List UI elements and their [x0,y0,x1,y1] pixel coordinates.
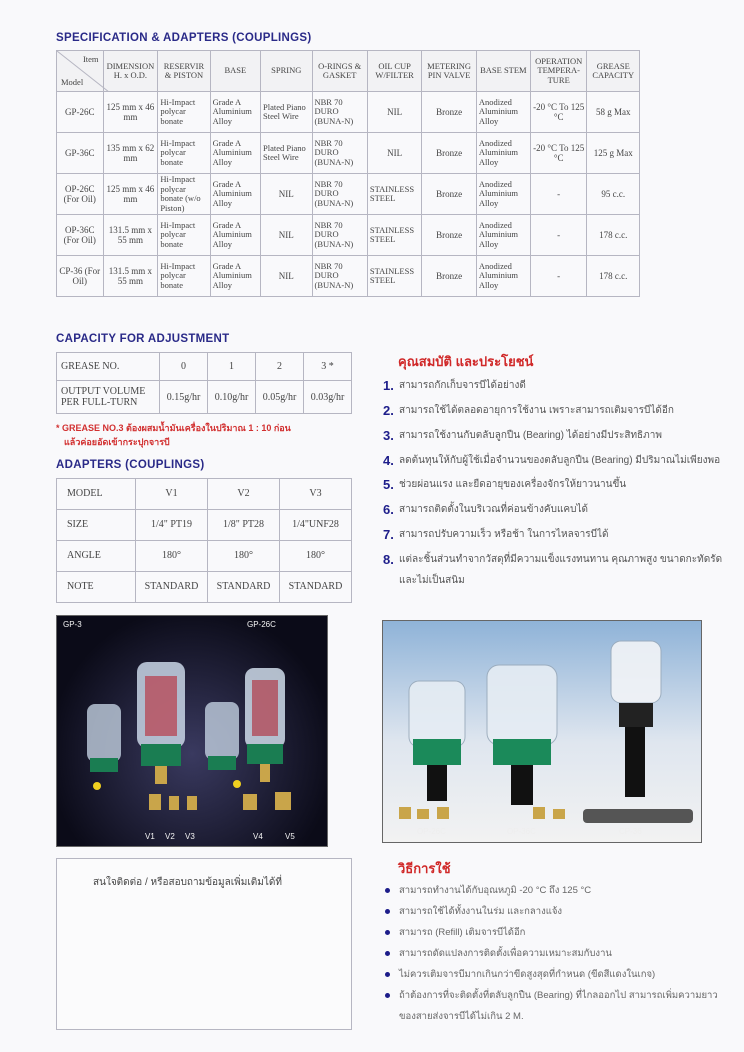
grease-note [56,421,291,449]
lubricator-small-mid [205,702,239,770]
capacity-table [56,352,352,414]
grease-no-cell: 0 [160,353,208,381]
contact-box [56,858,352,1030]
oilcup-cell: STAINLESS STEEL [367,174,421,215]
contact-text: สนใจติดต่อ / หรือสอบถามข้อมูลเพิ่มเติมได้ที่ [93,877,282,888]
adapters-cell: 180° [136,541,208,572]
pin-valve-cell: Bronze [422,92,476,133]
property-item: 8. แต่ละชิ้นส่วนทำจากวัสดุที่มีความแข็งแรงทนทาน คุณภาพสูง ขนาดกะทัดรัด และไม่เป็นสนิม [383,552,723,586]
adapters-cell: STANDARD [280,572,352,603]
photo-label: V1 [145,832,155,841]
adapters-cell: 1/8" PT28 [208,510,280,541]
spec-row [57,92,640,133]
base-stem-cell: Anodized Aluminium Alloy [476,133,530,174]
orings-cell: NBR 70 DURO (BUNA-N) [312,256,367,297]
adapters-table [56,478,352,603]
adapters-header: MODEL [57,479,136,510]
usage-item: ไม่ควรเติมจารบีมากเกินกว่าขีดสูงสุดที่กำหนด (ขีดสีแดงในเกจ) [383,964,723,985]
oilcup-cell: NIL [367,133,421,174]
photo-label: OP-36C [507,827,536,836]
temperature-cell: - [530,174,587,215]
base-cell: Grade A Aluminium Alloy [210,133,260,174]
base-stem-cell: Anodized Aluminium Alloy [476,256,530,297]
reservoir-cell: Hi-Impact polycar bonate [158,133,210,174]
capacity-section-title: CAPACITY FOR ADJUSTMENT [56,333,230,345]
adapters-row-label: SIZE [57,510,136,541]
spring-cell: Plated Piano Steel Wire [261,133,312,174]
capacity-cell: 95 c.c. [587,174,640,215]
spring-cell: Plated Piano Steel Wire [261,92,312,133]
spec-header: RESERVIR & PISTON [158,51,210,92]
orings-cell: NBR 70 DURO (BUNA-N) [312,133,367,174]
spec-header: BASE [210,51,260,92]
photo-label: OP-26C [417,827,446,836]
lubricator-gp26c [245,668,285,782]
dimension-cell: 125 mm x 46 mm [103,174,158,215]
adapters-cell: 1/4" PT19 [136,510,208,541]
capacity-cell: 125 g Max [587,133,640,174]
base-cell: Grade A Aluminium Alloy [210,215,260,256]
grease-no-cell: 2 [256,353,304,381]
property-item: 2. สามารถใช้ได้ตลอดอายุการใช้งาน เพราะสามารถเติมจารบีได้อีก [383,403,674,418]
adapters-cell: STANDARD [208,572,280,603]
adapters-header: V2 [208,479,280,510]
spring-cell: NIL [261,174,312,215]
orings-cell: NBR 70 DURO (BUNA-N) [312,174,367,215]
bullet-icon [385,993,390,998]
adapters-row [57,572,352,603]
temperature-cell: -20 °C To 125 °C [530,92,587,133]
spec-header: METERING PIN VALVE [422,51,476,92]
temperature-cell: -20 °C To 125 °C [530,133,587,174]
photo-label: GP-3 [63,620,82,629]
output-volume-cell: 0.05g/hr [256,381,304,414]
adapters-header: V3 [280,479,352,510]
photo-label: GP-26C [247,620,276,629]
usage-item: สามารถใช้ได้ทั้งงานในร่ม และกลางแจ้ง [383,901,723,922]
dimension-cell: 131.5 mm x 55 mm [103,215,158,256]
usage-item: ถ้าต้องการที่จะติดตั้งที่ตลับลูกปืน (Bearing) ที่ไกลออกไป สามารถเพิ่มความยาวของสายส่งจารบีได้ไม่เกิน 2 M. [383,985,723,1027]
reservoir-cell: Hi-Impact polycar bonate [158,92,210,133]
usage-item: สามารถทำงานได้กับอุณหภูมิ -20 °C ถึง 125 °C [383,880,723,901]
temperature-cell: - [530,256,587,297]
model-cell: GP-26C [57,92,104,133]
spec-header: BASE STEM [476,51,530,92]
oil-lubricators-illustration [383,621,701,842]
reservoir-cell: Hi-Impact polycar bonate [158,215,210,256]
adapters-cell: STANDARD [136,572,208,603]
adapters-section-title: ADAPTERS (COUPLINGS) [56,459,205,471]
grease-no-cell: 1 [208,353,256,381]
spec-row [57,256,640,297]
property-item: 3. สามารถใช้งานกับตลับลูกปืน (Bearing) ได้อย่างมีประสิทธิภาพ [383,428,662,443]
oilcup-cell: NIL [367,92,421,133]
grease-no-cell: 3 * [304,353,352,381]
item-model-corner [57,51,104,92]
item-label: Item [82,54,99,64]
usage-list [383,880,723,1027]
usage-title: วิธีการใช้ [398,861,451,876]
adapter-fittings [149,792,291,810]
model-label: Model [61,76,84,87]
output-volume-label: OUTPUT VOLUME PER FULL-TURN [57,381,160,414]
base-stem-cell: Anodized Aluminium Alloy [476,92,530,133]
adapters-row-label: ANGLE [57,541,136,572]
bullet-icon [385,909,390,914]
base-cell: Grade A Aluminium Alloy [210,174,260,215]
spec-header: OIL CUP W/FILTER [367,51,421,92]
spring-cell: NIL [261,256,312,297]
lubricator-gp36c [137,662,185,784]
photo-label: V4 [253,832,263,841]
spec-row [57,215,640,256]
pin-valve-cell: Bronze [422,256,476,297]
photo-label: V2 [165,832,175,841]
output-volume-cell: 0.03g/hr [304,381,352,414]
model-cell: OP-36C (For Oil) [57,215,104,256]
spec-header: SPRING [261,51,312,92]
pin-valve-cell: Bronze [422,174,476,215]
model-cell: CP-36 (For Oil) [57,256,104,297]
lubricator-op26c [409,681,465,801]
spec-header-row [57,51,640,92]
photo-label: V5 [285,832,295,841]
properties-title: คุณสมบัติ และประโยชน์ [398,354,534,369]
oilcup-cell: STAINLESS STEEL [367,215,421,256]
bullet-icon [385,930,390,935]
properties-list [383,375,723,595]
spec-header: DIMENSION H. x O.D. [103,51,158,92]
property-item: 4. ลดต้นทุนให้กับผู้ใช้เมื่อจำนวนของตลับลูกปืน (Bearing) มีปริมาณไม่เพียงพอ [383,453,721,468]
brass-fittings [399,807,565,819]
output-volume-cell: 0.15g/hr [160,381,208,414]
adapters-cell: 180° [208,541,280,572]
grease-lubricators-photo [56,615,328,847]
adapters-cell: 1/4"UNF28 [280,510,352,541]
base-cell: Grade A Aluminium Alloy [210,256,260,297]
adapters-row [57,510,352,541]
lubricator-op36c [487,665,557,805]
adapters-cell: 180° [280,541,352,572]
grease-note-line: * GREASE NO.3 ต้องผสมน้ำมันเครื่องในปริมาณ 1 : 10 ก่อน [56,423,291,433]
orings-cell: NBR 70 DURO (BUNA-N) [312,215,367,256]
oilcup-cell: STAINLESS STEEL [367,256,421,297]
bullet-icon [385,888,390,893]
output-volume-cell: 0.10g/hr [208,381,256,414]
model-cell: OP-26C (For Oil) [57,174,104,215]
capacity-cell: 178 c.c. [587,256,640,297]
output-volume-row [57,381,352,414]
oil-lubricators-photo [382,620,702,843]
spec-header: GREASE CAPACITY [587,51,640,92]
pin-valve-cell: Bronze [422,133,476,174]
property-item: 7. สามารถปรับความเร็ว หรือช้า ในการไหลจารบีได้ [383,527,609,542]
spec-row [57,174,640,215]
yellow-cap [93,782,101,790]
bullet-icon [385,951,390,956]
orings-cell: NBR 70 DURO (BUNA-N) [312,92,367,133]
model-cell: GP-36C [57,133,104,174]
spec-header: O-RINGS & GASKET [312,51,367,92]
capacity-cell: 178 c.c. [587,215,640,256]
spec-header: OPERATION TEMPERA-TURE [530,51,587,92]
bullet-icon [385,972,390,977]
grease-no-label: GREASE NO. [57,353,160,381]
property-item: 1. สามารถกักเก็บจารบีได้อย่างดี [383,378,526,393]
temperature-cell: - [530,215,587,256]
property-item: 5. ช่วยผ่อนแรง และยืดอายุของเครื่องจักรให้ยาวนานขึ้น [383,477,627,492]
reservoir-cell: Hi-Impact polycar bonate (w/o Piston) [158,174,210,215]
spring-cell: NIL [261,215,312,256]
dimension-cell: 131.5 mm x 55 mm [103,256,158,297]
usage-item: สามารถ (Refill) เติมจารบีได้อีก [383,922,723,943]
spec-row [57,133,640,174]
chain [583,809,693,823]
reservoir-cell: Hi-Impact polycar bonate [158,256,210,297]
grease-no-row [57,353,352,381]
adapters-row-label: NOTE [57,572,136,603]
pin-valve-cell: Bronze [422,215,476,256]
spec-section-title: SPECIFICATION & ADAPTERS (COUPLINGS) [56,32,312,44]
property-item: 6. สามารถติดตั้งในบริเวณที่ค่อนข้างคับแคบได้ [383,502,588,517]
lubricators-illustration [57,616,327,846]
adapters-header: V1 [136,479,208,510]
base-cell: Grade A Aluminium Alloy [210,92,260,133]
dimension-cell: 135 mm x 62 mm [103,133,158,174]
adapters-header-row [57,479,352,510]
yellow-cap [233,780,241,788]
grease-note-line: แล้วค่อยอัดเข้ากระปุกจารบี [64,437,170,447]
photo-label: V3 [185,832,195,841]
adapters-row [57,541,352,572]
specification-table [56,50,640,297]
base-stem-cell: Anodized Aluminium Alloy [476,215,530,256]
usage-item: สามารถดัดแปลงการติดตั้งเพื่อความเหมาะสมกับงาน [383,943,723,964]
base-stem-cell: Anodized Aluminium Alloy [476,174,530,215]
dimension-cell: 125 mm x 46 mm [103,92,158,133]
lubricator-small-left [87,704,121,772]
capacity-cell: 58 g Max [587,92,640,133]
photo-label: CP-36 [619,827,642,836]
lubricator-cp36 [611,641,661,797]
